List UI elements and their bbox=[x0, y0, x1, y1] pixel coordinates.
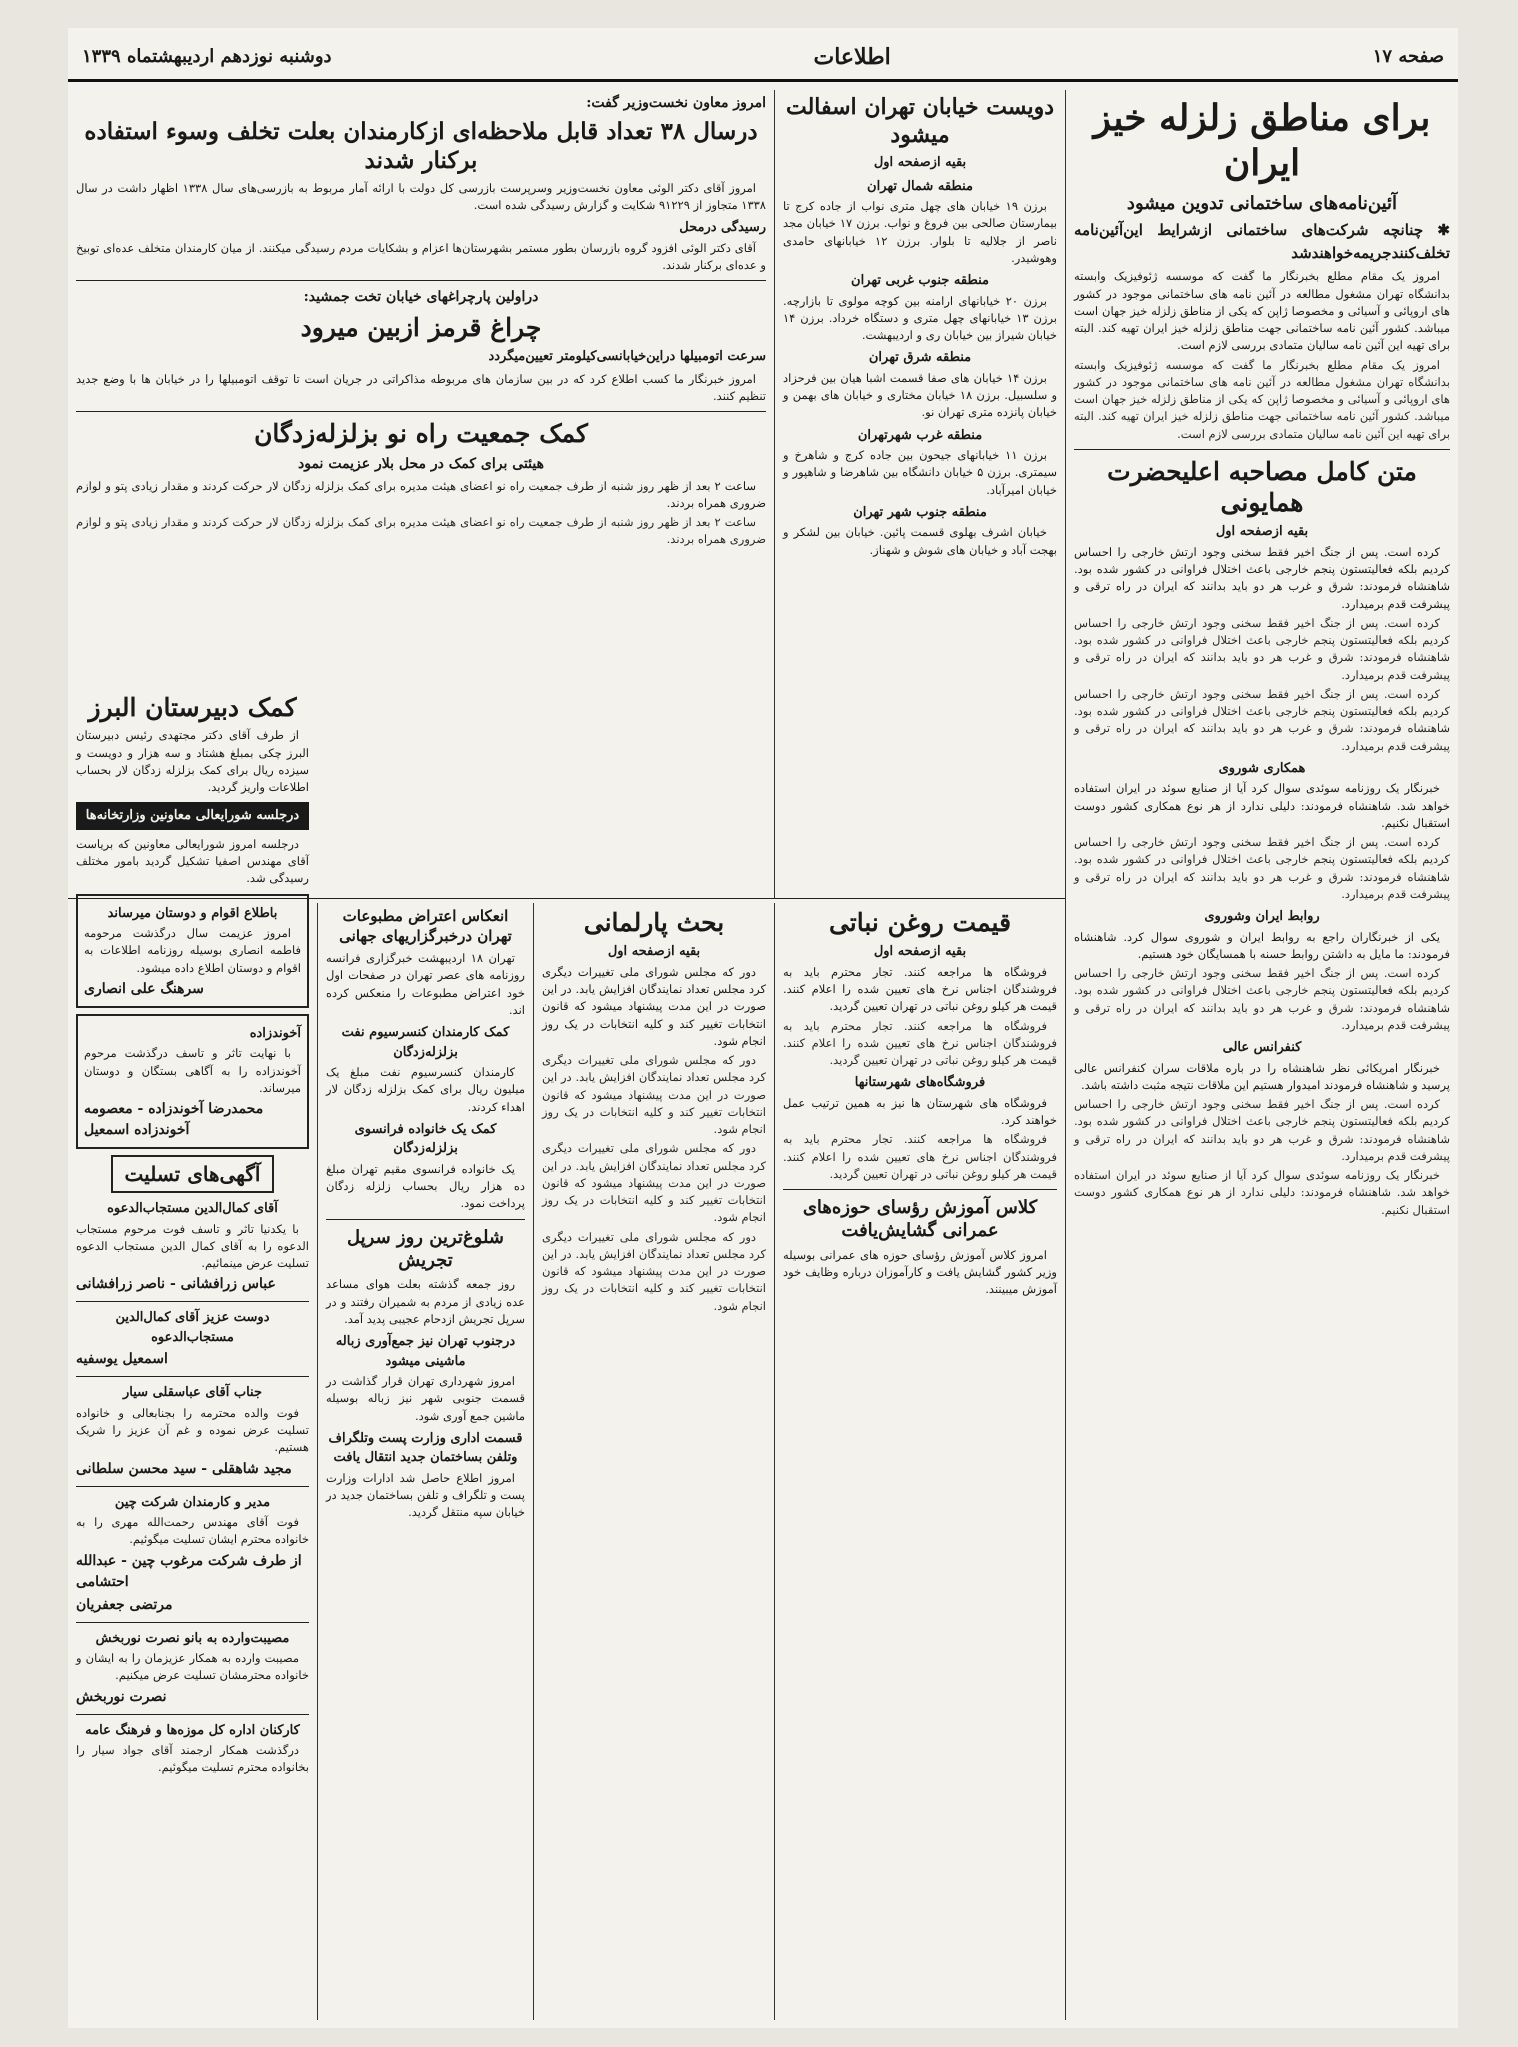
parliament-body-3: دور که مجلس شورای ملی تغییرات دیگری کرد مجلس تعداد نمایندگان افزایش یابد. در این صورت در این مدت پیشنهاد میشود که قانون انتخابات تغییر کند و کلیه انتخابات در یک روز انجام شود. bbox=[542, 1141, 766, 1225]
column-right bbox=[1066, 90, 1458, 2020]
region-north-body: برزن ۱۹ خیابان های چهل متری نواب از جاده کرج تا بیمارستان صالحی بین فروغ و نواب. برزن ۱۷ خیابان مجد ناصر از جلالیه تا بلوار. برزن ۱۲ خیابانهای حامدی وهوشیدر. bbox=[783, 199, 1058, 265]
region-south-body: خیابان اشرف بهلوی قسمت پائین. خیابان بین لشکر و بهجت آباد و خیابان های شوش و شهناز. bbox=[783, 525, 1057, 557]
interview-headline: متن کامل مصاحبه اعلیحضرت همایونی bbox=[1107, 456, 1417, 518]
parliament-body: دور که مجلس شورای ملی تغییرات دیگری کرد مجلس تعداد نمایندگان افزایش یابد. در این صورت در این مدت پیشنهاد میشود که قانون انتخابات تغییر کند و کلیه انتخابات در یک روز انجام شود. bbox=[542, 964, 766, 1048]
paper-name: اطلاعات bbox=[813, 43, 891, 70]
issue-date: دوشنبه نوزدهم اردیبهشتماه ۱۳۳۹ bbox=[82, 46, 332, 67]
earthquake-headline: برای مناطق زلزله خیز ایران bbox=[1093, 97, 1431, 184]
condolence-7-body: درگذشت همکار ارجمند آقای جواد سیار را بخانواده محترم تسلیت میگوئیم. bbox=[76, 1743, 309, 1775]
speed-body: امروز خبرنگار ما کسب اطلاع کرد که در بین سازمان های مربوطه مذاکراتی در جریان است تا توقف اتومبیلها را در خیابان ها با وضع جدید تنظیم کنند. bbox=[76, 371, 766, 403]
column-asphalt bbox=[775, 90, 1065, 898]
stores-body: فروشگاه های شهرستان ها نیز به همین ترتیب عمل خواهند کرد. bbox=[783, 1095, 1057, 1127]
notice-akhondzadeh bbox=[76, 1014, 309, 1149]
earthquake-subheadline: آئین‌نامه‌های ساختمانی تدوین میشود bbox=[1126, 193, 1398, 214]
aid-body: ساعت ۲ بعد از ظهر روز شنبه از طرف جمعیت راه نو اعضای هیئت مدیره برای کمک بزلزله زدگان لار حرکت کردند و مقدار زیادی پتو و لوازم ضروری همراه بردند. bbox=[76, 478, 766, 510]
notice-akhondzadeh-signature: محمدرضا آخوندزاده - معصومه آخوندزاده اسمعیل bbox=[84, 1101, 264, 1138]
notice-ansari-body: امروز عزیمت سال درگذشت مرحومه فاطمه انصاری بوسیله روزنامه اطلاعات به اقوام و دوستان اطلاع داده میشود. bbox=[84, 926, 301, 975]
condolence-3-heading: جناب آقای عباسقلی سیار bbox=[122, 1385, 262, 1401]
condolence-2-heading: دوست عزیز آقای کمال‌الدین مستجاب‌الدعوه bbox=[115, 1310, 270, 1345]
officials-kicker: امروز معاون نخست‌وزیر گفت: bbox=[586, 95, 766, 111]
conference-heading: کنفرانس عالی bbox=[1222, 1040, 1302, 1056]
condolence-3-signature: مجید شاهقلی - سید محسن سلطانی bbox=[76, 1460, 292, 1477]
condolence-6-body: مصیبت وارده به همکار عزیزمان را به ایشان و خانواده محترمشان تسلیت عرض میکنیم. bbox=[76, 1651, 309, 1683]
cooperation-body: خبرنگار یک روزنامه سوئدی سوال کرد آیا از صنایع سوئد در ایران استفاده خواهد شد. شاهنشاه فرمودند: دلیلی ندارد از هر نوع همکاری کشور دوست استقبال نکنیم. bbox=[1074, 781, 1450, 830]
speed-heading: سرعت اتومبیلها دراین‌خیابانسی‌کیلومتر تعیین‌میگردد bbox=[488, 349, 766, 365]
signal-headline: چراغ قرمز ازبین میرود bbox=[300, 313, 542, 342]
notice-akhondzadeh-heading: آخوندزاده bbox=[249, 1025, 301, 1041]
signal-kicker: دراولین پارچراغهای خیابان تخت جمشید: bbox=[303, 289, 539, 305]
parliament-headline: بحث پارلمانی bbox=[583, 908, 725, 937]
condolence-4-body: فوت آقای مهندس رحمت‌الله مهری را به خانواده محترم ایشان تسلیت میگوئیم. bbox=[76, 1515, 309, 1547]
region-east: منطقه شرق تهران bbox=[868, 350, 972, 366]
masthead bbox=[68, 34, 1458, 82]
region-west: منطقه غرب شهرتهران bbox=[857, 427, 983, 443]
condolence-4-heading: مدیر و کارمندان شرکت چین bbox=[114, 1494, 271, 1510]
cooperation-heading: همکاری شوروی bbox=[1218, 760, 1306, 776]
condolence-3-body: فوت والده محترمه را بجنابعالی و خانواده تسلیت عرض نموده و غم آن عزیز را شریک هستیم. bbox=[76, 1405, 309, 1455]
french-aid-headline: کمک یک خانواده فرانسوی بزلزله‌زدگان bbox=[354, 1121, 497, 1157]
post-headline: قسمت اداری وزارت پست وتلگراف وتلفن بساختمان جدید انتقال یافت bbox=[328, 1430, 523, 1466]
condolence-2-signature: اسمعیل یوسفیه bbox=[76, 1351, 168, 1368]
condolence-1-signature: عباس زرافشانی - ناصر زرافشانی bbox=[76, 1276, 276, 1293]
column-news bbox=[318, 903, 533, 2020]
oil-headline: قیمت روغن نباتی bbox=[828, 908, 1012, 937]
condolence-7-heading: کارکنان اداره کل موزه‌ها و فرهنگ عامه bbox=[85, 1722, 300, 1738]
earthquake-bullet: ✱ چنانچه شرکت‌های ساختمانی ازشرایط این‌آئین‌نامه تخلف‌کنندجریمه‌خواهندشد bbox=[1074, 221, 1450, 262]
conference-body-3: خبرنگار یک روزنامه سوئدی سوال کرد آیا از صنایع سوئد در ایران استفاده خواهد شد. شاهنشاه فرمودند: دلیلی ندارد از هر نوع همکاری کشور دوست استقبال نکنیم. bbox=[1074, 1168, 1450, 1217]
cooperation-body-2: کرده است. پس از جنگ اخیر فقط سخنی وجود ارتش خارجی را احساس کردیم بلکه فعالیتستون پنجم خارجی باعث اختلال فراوانی در کشور شده بود. شاهنشاه فرمودند: شرق و غرب هر دو باید بدانند که ایران در راه ترقی و پیشرفت قدم برمیدارد. bbox=[1074, 835, 1450, 901]
condolences-heading: آگهی‌های تسلیت bbox=[111, 1155, 274, 1193]
earthquake-lead: امروز یک مقام مطلع بخبرنگار ما گفت که موسسه ژئوفیزیک وابسته بدانشگاه تهران مشغول مطالعه در آئین نامه های ساختمانی موجود در کشور های اروپائی و آسیائی و مخصوصا ژاپن که یکی از مناطق زلزله خیز جهان است میباشد. کشور آئین نامه ساختمانی جهت مناطق زلزله خیز ایران تهیه کند. البته برای تهیه این آئین نامه سالیان متمادی بررسی لازم است. bbox=[1074, 269, 1450, 353]
officials-headline: درسال ۳۸ تعداد قابل ملاحظه‌ای ازکارمندان بعلت تخلف وسوء استفاده برکنار شدند bbox=[84, 118, 758, 174]
garbage-headline: درجنوب تهران نیز جمع‌آوری زباله ماشینی میشود bbox=[335, 1334, 516, 1369]
tajrish-headline: شلوغ‌ترین روز سرپل تجریش bbox=[347, 1226, 504, 1271]
asphalt-headline: دویست خیابان تهران اسفالت میشود bbox=[785, 94, 1055, 148]
stores-heading: فروشگاه‌های شهرستانها bbox=[854, 1075, 986, 1091]
asphalt-continuation: بقیه ازصفحه اول bbox=[873, 155, 967, 170]
parliament-body-4: دور که مجلس شورای ملی تغییرات دیگری کرد مجلس تعداد نمایندگان افزایش یابد. در این صورت در این مدت پیشنهاد میشود که قانون انتخابات تغییر کند و کلیه انتخابات در یک روز انجام شود. bbox=[542, 1229, 766, 1313]
stores-body-2: فروشگاه ها مراجعه کنند. تجار محترم باید به فروشندگان اجناس نرخ های تعیین شده را اعلام کنند. قیمت هر کیلو روغن نباتی در تهران تعیین گردید. bbox=[783, 1132, 1057, 1181]
relations-body: یکی از خبرنگاران راجع به روابط ایران و شوروی سوال کرد. شاهنشاه فرمودند: ما مایل به داشتن روابط حسنه با همسایگان خود هستیم. bbox=[1074, 929, 1450, 961]
condolence-5-signature: مرتضی جعفریان bbox=[76, 1596, 173, 1613]
parliament-continuation: بقیه ازصفحه اول bbox=[607, 944, 701, 960]
meeting-body: درجلسه امروز شورایعالی معاونین که بریاست آقای مهندس اصفیا تشکیل گردید بامور مختلف رسیدگی شد. bbox=[76, 836, 309, 886]
school-body: از طرف آقای دکتر مجتهدی رئیس دبیرستان البرز چکی بمبلغ هشتاد و سه هزار و دویست و سیزده ریال برای کمک بزلزله زدگان لار بحساب اطلاعات واریز گردید. bbox=[76, 728, 309, 794]
column-oil bbox=[775, 903, 1065, 2020]
notice-akhondzadeh-body: با نهایت تاثر و تاسف درگذشت مرحوم آخوندزاده را به آگاهی بستگان و دوستان میرساند. bbox=[84, 1046, 301, 1095]
oil-body-2: فروشگاه ها مراجعه کنند. تجار محترم باید به فروشندگان اجناس نرخ های تعیین شده را اعلام کنند. قیمت هر کیلو روغن نباتی در تهران تعیین گردید. bbox=[783, 1018, 1057, 1067]
press-body: تهران ۱۸ اردیبهشت خبرگزاری فرانسه روزنامه های عصر تهران در صفحات اول خود اعتراض مطبوعات را منعکس کرده اند. bbox=[326, 951, 525, 1017]
relations-body-2: کرده است. پس از جنگ اخیر فقط سخنی وجود ارتش خارجی را احساس کردیم بلکه فعالیتستون پنجم خارجی باعث اختلال فراوانی در کشور شده بود. شاهنشاه فرمودند: شرق و غرب هر دو باید بدانند که ایران در راه ترقی و پیشرفت قدم برمیدارد. bbox=[1074, 966, 1450, 1032]
interview-body: کرده است. پس از جنگ اخیر فقط سخنی وجود ارتش خارجی را احساس کردیم بلکه فعالیتستون پنجم خارجی باعث اختلال فراوانی در کشور شده بود. شاهنشاه فرمودند: شرق و غرب هر دو باید بدانند که ایران در راه ترقی و پیشرفت قدم برمیدارد. bbox=[1074, 544, 1450, 611]
newspaper-page bbox=[68, 28, 1458, 2028]
aid-headline: کمک جمعیت راه نو بزلزله‌زدگان bbox=[254, 419, 588, 449]
oil-staff-body: کارمندان کنسرسیوم نفت مبلغ یک میلیون ریال برای کمک بزلزله زدگان لار اهداء کردند. bbox=[326, 1065, 525, 1114]
garbage-body: امروز شهرداری تهران قرار گذاشت در قسمت جنوبی شهر نیز زباله بوسیله ماشین جمع آوری شود. bbox=[326, 1374, 525, 1423]
region-east-body: برزن ۱۴ خیابان های صفا قسمت اشبا هیان بین فرحزاد و سلسبیل. برزن ۱۸ خیابان مختاری و خیابان های بهمن و خیابان پانزده متری تهران نو. bbox=[783, 370, 1058, 420]
page-label: صفحه ۱۷ bbox=[1372, 46, 1444, 67]
aid-body-2: ساعت ۲ بعد از ظهر روز شنبه از طرف جمعیت راه نو اعضای هیئت مدیره برای کمک بزلزله زدگان لار حرکت کردند و مقدار زیادی پتو و لوازم ضروری همراه بردند. bbox=[76, 515, 766, 547]
region-north: منطقه شمال تهران bbox=[867, 178, 973, 194]
parliament-body-2: دور که مجلس شورای ملی تغییرات دیگری کرد مجلس تعداد نمایندگان افزایش یابد. در این صورت در این مدت پیشنهاد میشود که قانون انتخابات تغییر کند و کلیه انتخابات در یک روز انجام شود. bbox=[542, 1053, 766, 1136]
officials-subbody: آقای دکتر الوئی افزود گروه بازرسان بطور مستمر بشهرستان‌ها اعزام و بشکایات مردم رسیدگی میکنند. از میان کارمندان متخلف عده‌ای توبیخ و عده‌ای برکنار شدند. bbox=[76, 240, 766, 272]
condolence-4-signature: از طرف شرکت مرغوب چین - عبدالله احتشامی bbox=[76, 1552, 302, 1590]
condolence-1-heading: آقای کمال‌الدین مستجاب‌الدعوه bbox=[107, 1201, 278, 1216]
class-body: امروز کلاس آموزش رؤسای حوزه های عمرانی بوسیله وزیر کشور گشایش یافت و کارآموزان درباره وظایف خود آموزش میبینند. bbox=[783, 1247, 1057, 1297]
class-headline: کلاس آموزش رؤسای حوزه‌های عمرانی گشایش‌یافت bbox=[802, 1197, 1038, 1242]
officials-subheading: رسیدگی درمحل bbox=[679, 220, 766, 235]
conference-body-2: کرده است. پس از جنگ اخیر فقط سخنی وجود ارتش خارجی را احساس کردیم بلکه فعالیتستون پنجم خارجی باعث اختلال فراوانی در کشور شده بود. شاهنشاه فرمودند: شرق و غرب هر دو باید بدانند که ایران در راه ترقی و پیشرفت قدم برمیدارد. bbox=[1074, 1097, 1450, 1163]
meeting-bar: درجلسه شورایعالی معاونین وزارتخانه‌ها bbox=[76, 802, 309, 830]
interview-body-2: کرده است. پس از جنگ اخیر فقط سخنی وجود ارتش خارجی را احساس کردیم بلکه فعالیتستون پنجم خارجی باعث اختلال فراوانی در کشور شده بود. شاهنشاه فرمودند: شرق و غرب هر دو باید بدانند که ایران در راه ترقی و پیشرفت قدم برمیدارد. bbox=[1074, 615, 1450, 682]
condolence-1-body: با یکدنیا تاثر و تاسف فوت مرحوم مستجاب الدعوه را به آقای کمال الدین مستجاب الدعوه تسلیت عرض مینمائیم. bbox=[76, 1221, 309, 1270]
region-south-west: منطقه جنوب غربی تهران bbox=[851, 273, 989, 288]
oil-continuation: بقیه ازصفحه اول bbox=[873, 944, 967, 960]
condolence-6-signature: نصرت نوربخش bbox=[76, 1688, 167, 1705]
oil-body: فروشگاه ها مراجعه کنند. تجار محترم باید به فروشندگان اجناس نرخ های تعیین شده را اعلام کنند. قیمت هر کیلو روغن نباتی در تهران تعیین گردید. bbox=[783, 964, 1057, 1014]
column-notices bbox=[68, 688, 317, 2020]
oil-staff-headline: کمک کارمندان کنسرسیوم نفت بزلزله‌زدگان bbox=[341, 1025, 510, 1060]
relations-heading: روابط ایران وشوروی bbox=[1204, 909, 1320, 925]
region-south: منطقه جنوب شهر تهران bbox=[853, 504, 987, 520]
region-south-west-body: برزن ۲۰ خیابانهای ارامنه بین کوچه مولوی تا بازارچه. برزن ۱۳ خیابانهای چهل متری و دستگاه خرداد. برزن ۱۴ خیابان شیراز بین خیابان ری و اردیبهشت. bbox=[783, 293, 1058, 342]
column-parliament bbox=[534, 903, 774, 2020]
tajrish-body: روز جمعه گذشته بعلت هوای مساعد عده زیادی از مردم به شمیران رفتند و در سرپل تجریش ازدحام عجیبی پدید آمد. bbox=[326, 1277, 525, 1326]
aid-subheadline: هیئتی برای کمک در محل بلار عزیمت نمود bbox=[297, 455, 545, 472]
notice-ansari-signature: سرهنگ علی انصاری bbox=[84, 980, 204, 997]
press-headline: انعکاس اعتراض مطبوعات تهران درخبرگزاریهای جهانی bbox=[339, 907, 512, 945]
officials-body: امروز آقای دکتر الوئی معاون نخست‌وزیر وسرپرست بازرسی کل دولت با ارائه آمار مربوط به بازرسی‌های سال ۱۳۳۸ اظهار داشت در سال ۱۳۳۸ متجاوز از ۹۱۲۲۹ شکایت و گزارش رسیدگی شده است. bbox=[76, 180, 766, 212]
french-aid-body: یک خانواده فرانسوی مقیم تهران مبلغ ده هزار ریال بحساب زلزله زدگان پرداخت نمود. bbox=[326, 1161, 525, 1211]
earthquake-bullet-text: چنانچه شرکت‌های ساختمانی ازشرایط این‌آئین‌نامه تخلف‌کنندجریمه‌خواهندشد bbox=[1074, 221, 1450, 262]
notice-ansari-heading: باطلاع اقوام و دوستان میرساند bbox=[107, 905, 278, 921]
region-west-body: برزن ۱۱ خیابانهای جیحون بین جاده کرج و شاهرخ و سیمتری. برزن ۵ خیابان دانشگاه بین شاهرضا و شاهپور و خیابان امیرآباد. bbox=[783, 448, 1057, 497]
notice-ansari bbox=[76, 894, 309, 1008]
school-headline: کمک دبیرستان البرز bbox=[88, 693, 297, 722]
interview-continuation: بقیه ازصفحه اول bbox=[1215, 524, 1309, 540]
conference-body: خبرنگار امریکائی نظر شاهنشاه را در باره ملاقات سران کنفرانس عالی پرسید و شاهنشاه فرمودند امیدوار هستیم این ملاقات نتیجه مثبت داشته باشد. bbox=[1074, 1060, 1450, 1092]
post-body: امروز اطلاع حاصل شد ادارات وزارت پست و تلگراف و تلفن بساختمان جدید در خیابان سپه منتقل گردید. bbox=[326, 1470, 525, 1520]
earthquake-body: امروز یک مقام مطلع بخبرنگار ما گفت که موسسه ژئوفیزیک وابسته بدانشگاه تهران مشغول مطالعه در آئین نامه های ساختمانی موجود در کشور های اروپائی و آسیائی و مخصوصا ژاپن که یکی از مناطق زلزله خیز جهان است میباشد. کشور آئین نامه ساختمانی جهت مناطق زلزله خیز ایران تهیه کند. البته برای تهیه این آئین نامه سالیان متمادی بررسی لازم است. bbox=[1074, 357, 1450, 441]
condolence-6-heading: مصیبت‌وارده به بانو نصرت نوربخش bbox=[95, 1630, 290, 1646]
interview-body-3: کرده است. پس از جنگ اخیر فقط سخنی وجود ارتش خارجی را احساس کردیم بلکه فعالیتستون پنجم خارجی باعث اختلال فراوانی در کشور شده بود. شاهنشاه فرمودند: شرق و غرب هر دو باید بدانند که ایران در راه ترقی و پیشرفت قدم برمیدارد. bbox=[1074, 686, 1450, 753]
